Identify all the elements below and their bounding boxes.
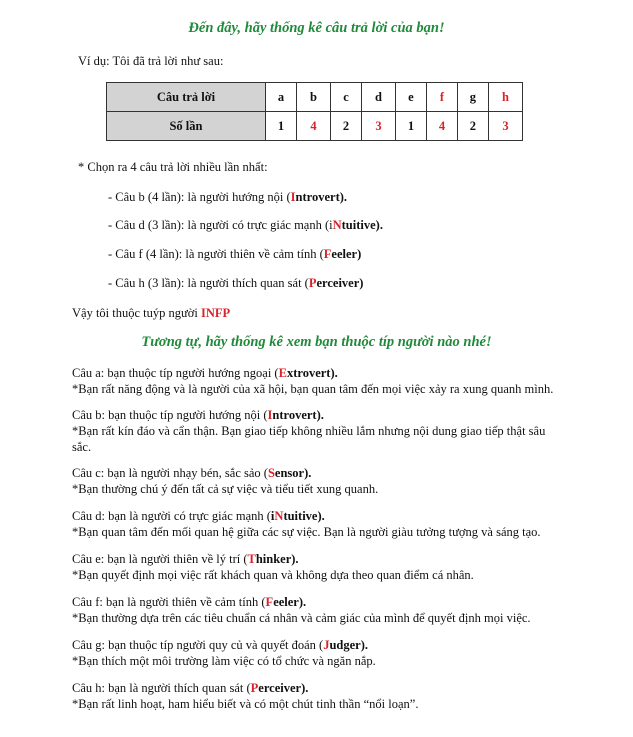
pick-item <box>108 218 383 233</box>
answer-block <box>72 637 572 669</box>
pick-trait: eeler) <box>331 247 362 261</box>
answer-letter: h <box>488 83 522 112</box>
answer-count: 2 <box>330 112 361 141</box>
example-intro: Ví dụ: Tôi đã trả lời như sau: <box>78 54 224 68</box>
pick-text: - Câu d (3 lần): là người có trực giác mạnh (i <box>108 218 333 232</box>
answer-desc: *Bạn rất linh hoạt, ham hiểu biết và có một chút tinh thần “nổi loạn”. <box>72 697 419 711</box>
answer-desc: *Bạn rất kín đáo và cẩn thận. Bạn giao tiếp không nhiều lắm nhưng nội dung giao tiếp thật sâu sắc. <box>72 424 546 454</box>
answer-block <box>72 407 562 455</box>
answer-block <box>72 508 572 540</box>
answer-label: Câu c: bạn là người nhạy bén, sắc sảo (Sensor). <box>72 466 312 480</box>
answer-block <box>72 594 572 626</box>
pick-text: - Câu h (3 lần): là người thích quan sát ( <box>108 276 309 290</box>
answer-label: Câu h: bạn là người thích quan sát (Perceiver). <box>72 681 309 695</box>
answer-row <box>107 83 523 112</box>
answer-count: 2 <box>457 112 488 141</box>
result-line <box>72 306 230 321</box>
answer-desc: *Bạn quan tâm đến mối quan hệ giữa các sự việc. Bạn là người giàu tưởng tượng và sáng tạo. <box>72 525 541 539</box>
answer-label: Câu g: bạn thuộc típ người quy củ và quyết đoán (Judger). <box>72 638 368 652</box>
pick-key-letter: N <box>332 218 342 232</box>
answer-desc: *Bạn thích một môi trường làm việc có tổ chức và ngăn nắp. <box>72 654 376 668</box>
answer-block <box>72 365 572 397</box>
answer-count: 4 <box>296 112 330 141</box>
pick-item <box>108 276 363 291</box>
count-row <box>107 112 523 141</box>
pick-key-letter: P <box>308 276 317 290</box>
answer-block <box>72 551 572 583</box>
pick-key-letter: I <box>290 190 296 204</box>
answer-letter: b <box>296 83 330 112</box>
choose-note: * Chọn ra 4 câu trả lời nhiều lần nhất: <box>78 160 268 174</box>
pick-trait: erceiver) <box>316 276 364 290</box>
answer-letter: a <box>266 83 297 112</box>
answer-label: Câu b: bạn thuộc típ người hướng nội (Introvert). <box>72 408 324 422</box>
answer-desc: *Bạn rất năng động và là người của xã hội, bạn quan tâm đến mọi việc xảy ra xung quanh mình. <box>72 382 554 396</box>
pick-item <box>108 190 347 205</box>
answer-header: Câu trả lời <box>107 83 266 112</box>
answer-count: 1 <box>395 112 426 141</box>
answer-letter: g <box>457 83 488 112</box>
answer-label: Câu a: bạn thuộc típ người hướng ngoại (Extrovert). <box>72 366 338 380</box>
answer-label: Câu d: bạn là người có trực giác mạnh (iNtuitive). <box>72 509 325 523</box>
answer-letter: f <box>426 83 457 112</box>
answer-count: 3 <box>361 112 395 141</box>
answer-count: 4 <box>426 112 457 141</box>
pick-trait: ntrovert). <box>295 190 348 204</box>
pick-text: - Câu b (4 lần): là người hướng nội ( <box>108 190 291 204</box>
answer-letter: c <box>330 83 361 112</box>
pick-item <box>108 247 361 262</box>
result-type: INFP <box>201 306 231 320</box>
pick-text: - Câu f (4 lần): là người thiên về cảm tính ( <box>108 247 324 261</box>
answer-desc: *Bạn quyết định mọi việc rất khách quan và không dựa theo quan điểm cá nhân. <box>72 568 474 582</box>
answer-desc: *Bạn thường dựa trên các tiêu chuẩn cá nhân và cảm giác của mình để quyết định mọi việc. <box>72 611 531 625</box>
answer-count: 3 <box>488 112 522 141</box>
answer-count-table <box>106 82 523 141</box>
answer-desc: *Bạn thường chú ý đến tất cả sự việc và tiểu tiết xung quanh. <box>72 482 379 496</box>
result-text: Vậy tôi thuộc tuýp người <box>72 306 201 320</box>
answer-letter: e <box>395 83 426 112</box>
page-title: Đến đây, hãy thống kê câu trả lời của bạn! <box>188 20 445 36</box>
count-header: Số lần <box>107 112 266 141</box>
answer-label: Câu e: bạn là người thiên về lý trí (Thinker). <box>72 552 299 566</box>
pick-key-letter: F <box>323 247 332 261</box>
answer-count: 1 <box>266 112 297 141</box>
pick-trait: tuitive). <box>341 218 383 232</box>
answer-block <box>72 465 572 497</box>
answer-block <box>72 680 572 712</box>
answer-label: Câu f: bạn là người thiên về cảm tính (Feeler). <box>72 595 307 609</box>
answer-letter: d <box>361 83 395 112</box>
section-subtitle: Tương tự, hãy thống kê xem bạn thuộc típ người nào nhé! <box>141 334 492 350</box>
